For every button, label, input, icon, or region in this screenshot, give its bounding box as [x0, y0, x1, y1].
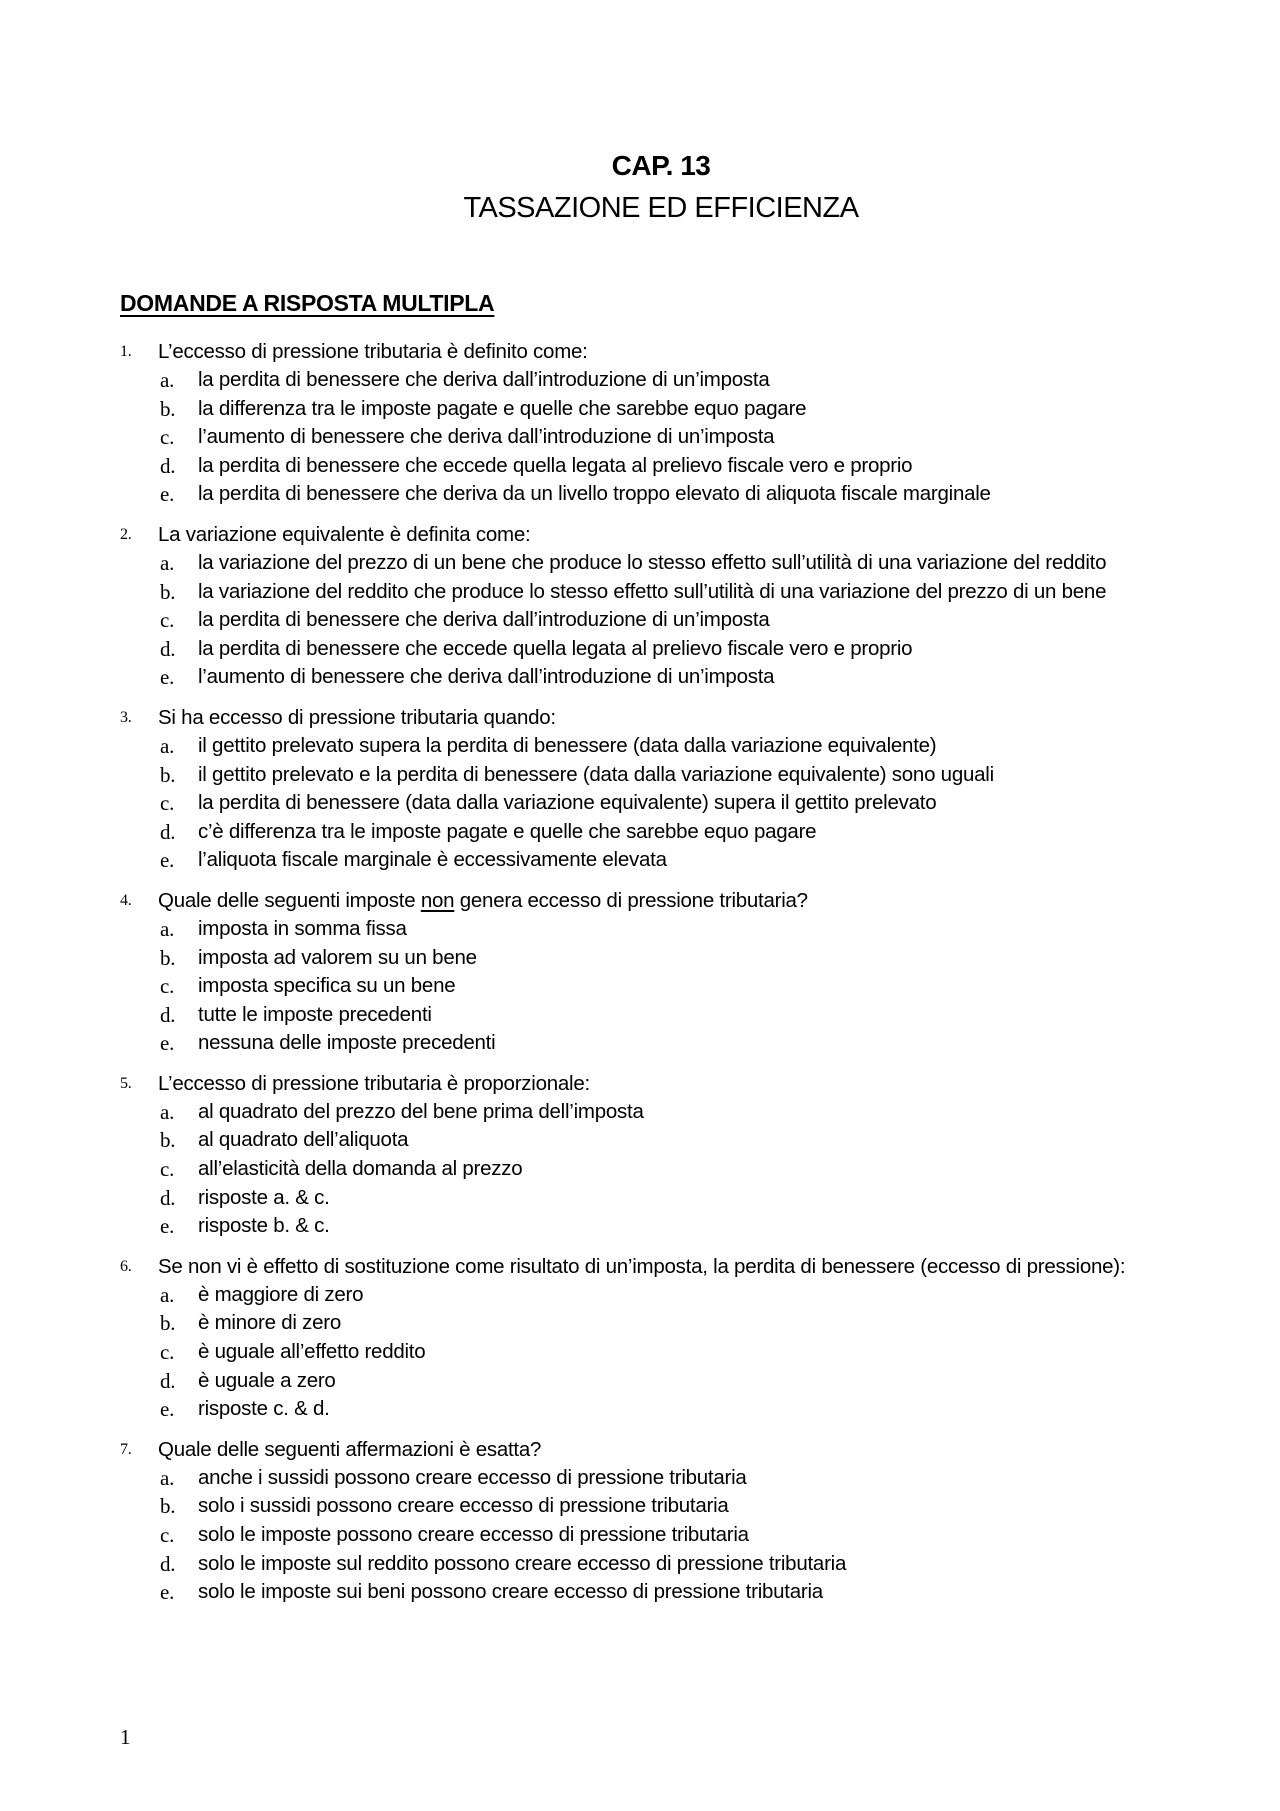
option-letter: b. — [160, 1494, 176, 1519]
option-letter: c. — [160, 425, 175, 450]
option-text: è uguale all’effetto reddito — [198, 1340, 426, 1364]
question-text: Quale delle seguenti affermazioni è esatta? — [158, 1437, 542, 1461]
question-4 — [120, 887, 1160, 1058]
question-2 — [120, 521, 1160, 692]
answer-option-e — [120, 1395, 1160, 1424]
answer-option-e — [120, 663, 1160, 692]
question-text: L’eccesso di pressione tributaria è definito come: — [158, 340, 588, 363]
answer-option-a — [120, 549, 1160, 578]
option-text: imposta in somma fissa — [198, 916, 407, 940]
option-text: imposta specifica su un bene — [198, 974, 456, 998]
option-text: nessuna delle imposte precedenti — [198, 1031, 496, 1055]
option-text: il gettito prelevato e la perdita di benessere (data dalla variazione equivalente) sono uguali — [198, 762, 994, 786]
question-text — [158, 887, 808, 915]
option-letter: c. — [160, 791, 175, 816]
option-letter: d. — [160, 819, 176, 844]
question-number: 2. — [120, 525, 132, 543]
option-letter: e. — [160, 1214, 175, 1239]
option-letter: b. — [160, 396, 176, 421]
option-letter: a. — [160, 733, 175, 758]
option-letter: b. — [160, 1311, 176, 1336]
question-stem — [120, 704, 1160, 732]
option-letter: e. — [160, 1397, 175, 1422]
option-text: solo i sussidi possono creare eccesso di pressione tributaria — [198, 1494, 729, 1518]
answer-option-c — [120, 606, 1160, 635]
answer-option-b — [120, 944, 1160, 973]
question-text: Si ha eccesso di pressione tributaria quando: — [158, 705, 556, 729]
answer-option-c — [120, 972, 1160, 1001]
option-letter: a. — [160, 550, 175, 575]
question-stem — [120, 521, 1160, 549]
option-text: solo le imposte possono creare eccesso di pressione tributaria — [198, 1523, 749, 1546]
answer-option-e — [120, 1578, 1160, 1607]
question-stem — [120, 1070, 1160, 1098]
option-letter: c. — [160, 974, 175, 999]
answer-option-a — [120, 732, 1160, 761]
answer-option-d — [120, 1550, 1160, 1579]
option-text: la perdita di benessere che eccede quella legata al prelievo fiscale vero e proprio — [198, 453, 913, 477]
option-text: risposte b. & c. — [198, 1214, 330, 1238]
answer-option-e — [120, 1029, 1160, 1058]
option-text: anche i sussidi possono creare eccesso di pressione tributaria — [198, 1465, 747, 1489]
option-letter: b. — [160, 1128, 176, 1153]
answer-option-c — [120, 789, 1160, 818]
option-letter: d. — [160, 453, 176, 478]
answer-option-d — [120, 635, 1160, 664]
option-text: tutte le imposte precedenti — [198, 1002, 432, 1026]
answer-option-d — [120, 1001, 1160, 1030]
option-letter: e. — [160, 1031, 175, 1056]
question-number: 1. — [120, 343, 132, 360]
option-letter: e. — [160, 665, 175, 690]
answer-option-a — [120, 1098, 1160, 1127]
answer-option-e — [120, 1212, 1160, 1241]
answer-option-d — [120, 452, 1160, 481]
option-letter: d. — [160, 636, 176, 661]
answer-option-b — [120, 1309, 1160, 1338]
question-stem — [120, 887, 1160, 915]
question-number: 6. — [120, 1257, 132, 1275]
option-letter: e. — [160, 1580, 175, 1605]
chapter-number: CAP. 13 — [611, 150, 711, 181]
question-list — [120, 338, 1160, 1619]
option-text: è uguale a zero — [198, 1368, 336, 1392]
option-letter: e. — [160, 848, 175, 873]
answer-option-a — [120, 1464, 1160, 1493]
option-letter: d. — [160, 1551, 176, 1576]
answer-option-d — [120, 1367, 1160, 1396]
option-text: il gettito prelevato supera la perdita di benessere (data dalla variazione equivalente) — [198, 733, 937, 757]
option-letter: c. — [160, 1157, 175, 1182]
answer-option-a — [120, 915, 1160, 944]
option-text: la differenza tra le imposte pagate e quelle che sarebbe equo pagare — [198, 396, 807, 420]
answer-option-c — [120, 1155, 1160, 1184]
option-text: al quadrato del prezzo del bene prima dell’imposta — [198, 1099, 644, 1123]
option-text: la variazione del reddito che produce lo stesso effetto sull’utilità di una variazione del prezzo di un bene — [198, 579, 1107, 603]
question-number: 7. — [120, 1440, 132, 1458]
option-letter: d. — [160, 1002, 176, 1027]
option-letter: c. — [160, 608, 175, 633]
option-text: è maggiore di zero — [198, 1282, 364, 1306]
answer-option-d — [120, 818, 1160, 847]
option-text: la perdita di benessere (data dalla variazione equivalente) supera il gettito prelevato — [198, 791, 937, 815]
option-letter: e. — [160, 482, 175, 507]
option-text: c’è differenza tra le imposte pagate e quelle che sarebbe equo pagare — [198, 819, 817, 843]
option-text: solo le imposte sui beni possono creare eccesso di pressione tributaria — [198, 1580, 823, 1604]
answer-option-b — [120, 578, 1160, 607]
option-text: imposta ad valorem su un bene — [198, 945, 477, 969]
answer-option-b — [120, 395, 1160, 424]
question-text: L’eccesso di pressione tributaria è proporzionale: — [158, 1071, 590, 1095]
option-letter: a. — [160, 1099, 175, 1124]
option-text: la perdita di benessere che deriva dall’introduzione di un’imposta — [198, 368, 770, 391]
answer-option-c — [120, 423, 1160, 452]
answer-option-a — [120, 1281, 1160, 1310]
option-text: la perdita di benessere che deriva dall’introduzione di un’imposta — [198, 608, 770, 632]
answer-option-a — [120, 366, 1160, 395]
answer-option-e — [120, 846, 1160, 875]
option-letter: b. — [160, 945, 176, 970]
question-stem — [120, 1436, 1160, 1464]
answer-option-c — [120, 1338, 1160, 1367]
question-5 — [120, 1070, 1160, 1241]
page-number: 1 — [120, 1725, 131, 1749]
question-text: La variazione equivalente è definita come: — [158, 522, 531, 546]
answer-option-d — [120, 1184, 1160, 1213]
option-text: l’aumento di benessere che deriva dall’introduzione di un’imposta — [198, 665, 775, 689]
option-text: al quadrato dell’aliquota — [198, 1128, 409, 1152]
question-3 — [120, 704, 1160, 875]
option-text: risposte a. & c. — [198, 1185, 330, 1209]
question-7 — [120, 1436, 1160, 1607]
option-letter: a. — [160, 1282, 175, 1307]
answer-option-b — [120, 1492, 1160, 1521]
question-number: 3. — [120, 708, 132, 726]
question-stem — [120, 338, 1160, 366]
question-number: 4. — [120, 891, 132, 909]
option-text: la perdita di benessere che deriva da un livello troppo elevato di aliquota fiscale marginale — [198, 482, 991, 506]
option-text: risposte c. & d. — [198, 1397, 330, 1421]
answer-option-b — [120, 1126, 1160, 1155]
question-1 — [120, 338, 1160, 509]
option-letter: a. — [160, 368, 175, 392]
option-letter: a. — [160, 916, 175, 941]
question-text: Se non vi è effetto di sostituzione come risultato di un’imposta, la perdita di benessere (eccesso di pressione): — [158, 1254, 1126, 1278]
option-letter: b. — [160, 762, 176, 787]
question-number: 5. — [120, 1074, 132, 1092]
option-text: la variazione del prezzo di un bene che produce lo stesso effetto sull’utilità di una variazione del reddito — [198, 550, 1107, 574]
option-text: solo le imposte sul reddito possono creare eccesso di pressione tributaria — [198, 1551, 847, 1575]
question-text-after: genera eccesso di pressione tributaria? — [454, 888, 808, 912]
answer-option-e — [120, 480, 1160, 509]
option-text: all’elasticità della domanda al prezzo — [198, 1157, 523, 1181]
option-text: l’aliquota fiscale marginale è eccessivamente elevata — [198, 848, 667, 872]
option-letter: c. — [160, 1523, 175, 1547]
option-letter: d. — [160, 1185, 176, 1210]
option-text: la perdita di benessere che eccede quella legata al prelievo fiscale vero e proprio — [198, 636, 913, 660]
chapter-title: TASSAZIONE ED EFFICIENZA — [463, 192, 859, 224]
option-letter: b. — [160, 579, 176, 604]
option-letter: d. — [160, 1368, 176, 1393]
option-text: l’aumento di benessere che deriva dall’introduzione di un’imposta — [198, 425, 775, 449]
question-6 — [120, 1253, 1160, 1424]
question-stem — [120, 1253, 1160, 1281]
option-letter: a. — [160, 1465, 175, 1490]
option-text: è minore di zero — [198, 1311, 341, 1335]
answer-option-c — [120, 1521, 1160, 1550]
section-heading: DOMANDE A RISPOSTA MULTIPLA — [120, 290, 495, 316]
answer-option-b — [120, 761, 1160, 790]
option-letter: c. — [160, 1340, 175, 1365]
question-text-before: Quale delle seguenti imposte — [158, 888, 421, 912]
underlined-word: non — [420, 888, 455, 912]
